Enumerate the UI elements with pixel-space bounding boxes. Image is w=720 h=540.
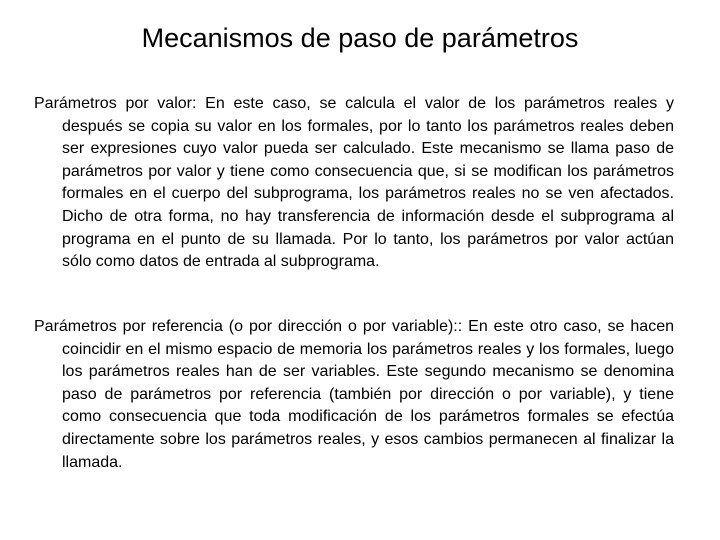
paragraph-parametros-por-valor: Parámetros por valor: En este caso, se calcula el valor de los parámetros reales y después se copia su valor en los formales, por lo tanto los parámetros reales deben ser expresiones cuyo valor pueda ser calculado. Este mecanismo se llama paso de parámetros por valor y tiene como consecuencia que, si se modifican los parámetros formales en el cuerpo del subprograma, los parámetros reales no se ven afectados. Dicho de otra forma, no hay transferencia de información desde el subprograma al programa en el punto de su llamada. Por lo tanto, los parámetros por valor actúan sólo como datos de entrada al subprograma. (34, 95, 674, 271)
slide-title: Mecanismos de paso de parámetros (141, 23, 579, 53)
paragraph-parametros-por-referencia: Parámetros por referencia (o por dirección o por variable):: En este otro caso, se hacen coincidir en el mismo espacio de memoria los parámetros reales y los formales, luego los parámetros reales han de ser variables. Este segundo mecanismo se denomina paso de parámetros por referencia (también por dirección o por variable), y tiene como consecuencia que toda modificación de los parámetros formales se efectúa directamente sobre los parámetros reales, y esos cambios permanecen al finalizar la llamada. (34, 318, 674, 471)
